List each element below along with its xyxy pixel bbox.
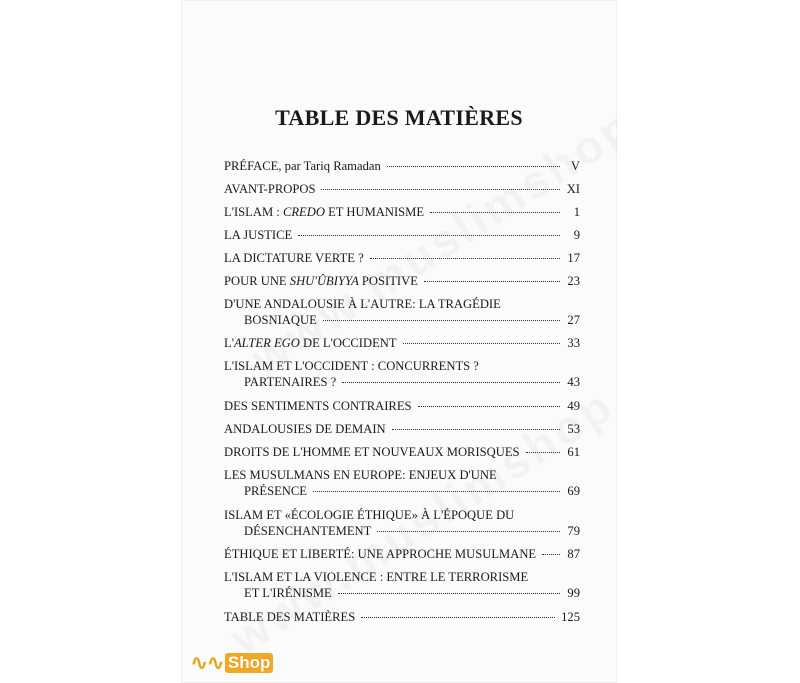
toc-page-number: 79 — [567, 524, 580, 538]
toc-entry — [224, 335, 580, 351]
swirl-logo-icon: ∿∿ — [190, 650, 223, 675]
dot-leader — [342, 382, 560, 383]
toc-entry-title: LA DICTATURE VERTE ? — [224, 251, 364, 265]
dot-leader — [430, 212, 560, 213]
toc-entry-title: DROITS DE L'HOMME ET NOUVEAUX MORISQUES — [224, 445, 520, 459]
dot-leader — [361, 617, 555, 618]
toc-entry-title: DES SENTIMENTS CONTRAIRES — [224, 399, 412, 413]
toc-entry-title — [224, 273, 418, 289]
toc-page-number: 23 — [567, 274, 580, 288]
toc-page-number: 99 — [567, 586, 580, 600]
toc-page-number: 1 — [573, 205, 580, 219]
dot-leader — [323, 320, 560, 321]
toc-page-number: 27 — [567, 313, 580, 327]
toc-entry — [224, 227, 580, 243]
toc-entry — [224, 250, 580, 266]
toc-entry — [224, 204, 580, 220]
dot-leader — [392, 429, 560, 430]
toc-entry-title: PRÉSENCE — [244, 484, 307, 498]
toc-entry-title — [224, 335, 397, 351]
toc-entry-title-line1: L'ISLAM ET LA VIOLENCE : ENTRE LE TERRORISME — [224, 570, 529, 584]
toc-entry-title — [224, 204, 424, 220]
toc-page-number: 61 — [567, 445, 580, 459]
dot-leader — [387, 166, 560, 167]
dot-leader — [370, 258, 560, 259]
toc-page-number: 17 — [567, 251, 580, 265]
dot-leader — [403, 343, 560, 344]
dot-leader — [338, 593, 560, 594]
toc-page-number: 49 — [567, 399, 580, 413]
toc-entry-title: LA JUSTICE — [224, 228, 293, 242]
toc-entry — [224, 398, 580, 414]
toc-entry-title: DÉSENCHANTEMENT — [244, 524, 372, 538]
toc-entry-title: BOSNIAQUE — [244, 313, 317, 327]
logo-brand-text: Shop — [225, 653, 274, 673]
toc-entry-title: PARTENAIRES ? — [244, 375, 337, 389]
toc-entry-title: ET L'IRÉNISME — [244, 586, 332, 600]
toc-entry — [224, 158, 580, 174]
dot-leader — [418, 406, 560, 407]
toc-entry-title-post: POSITIVE — [358, 274, 418, 288]
toc-page-number: 33 — [567, 336, 580, 350]
dot-leader — [526, 452, 560, 453]
toc-page-number: 87 — [567, 547, 580, 561]
toc-entry — [224, 546, 580, 562]
toc-entry — [224, 609, 580, 625]
toc-entry-title-line1: L'ISLAM ET L'OCCIDENT : CONCURRENTS ? — [224, 359, 479, 373]
toc-entry-title-line1: ISLAM ET «ÉCOLOGIE ÉTHIQUE» À L'ÉPOQUE DU — [224, 508, 515, 522]
page-title: TABLE DES MATIÈRES — [275, 105, 523, 130]
toc-entry — [224, 467, 580, 499]
dot-leader — [321, 189, 560, 190]
toc-entry-title: AVANT-PROPOS — [224, 182, 316, 196]
toc-entry — [224, 296, 580, 328]
toc-page-number: 43 — [567, 375, 580, 389]
toc-entry — [224, 444, 580, 460]
toc-entry-title: TABLE DES MATIÈRES — [224, 610, 356, 624]
toc-entry-title-pre: L' — [224, 336, 234, 350]
toc-page-number: 69 — [567, 484, 580, 498]
toc-entry-title-pre: POUR UNE — [224, 274, 290, 288]
toc-page-number: XI — [566, 182, 580, 196]
toc-entry-title-italic: SHU'ÛBIYYA — [289, 274, 359, 288]
toc-entry-title-post: DE L'OCCIDENT — [299, 336, 397, 350]
toc-page-number: 9 — [573, 228, 580, 242]
dot-leader — [377, 531, 560, 532]
shop-logo — [190, 650, 273, 676]
toc-entry-title-italic: ALTER EGO — [233, 336, 300, 350]
toc-entry-title: PRÉFACE, par Tariq Ramadan — [224, 159, 381, 173]
toc-entry — [224, 273, 580, 289]
toc-entry — [224, 358, 580, 390]
dot-leader — [313, 491, 560, 492]
toc-entry-title: ANDALOUSIES DE DEMAIN — [224, 422, 386, 436]
toc-entry-title-line1: D'UNE ANDALOUSIE À L'AUTRE: LA TRAGÉDIE — [224, 297, 501, 311]
dot-leader — [424, 281, 560, 282]
toc-entry-title: ÉTHIQUE ET LIBERTÉ: UNE APPROCHE MUSULMANE — [224, 547, 537, 561]
book-page — [181, 0, 617, 683]
toc-page-number: V — [570, 159, 580, 173]
toc-entry-title-pre: L'ISLAM : — [224, 205, 283, 219]
toc-entry-title-post: ET HUMANISME — [324, 205, 425, 219]
toc-entry — [224, 181, 580, 197]
dot-leader — [542, 554, 560, 555]
toc-entry — [224, 421, 580, 437]
toc-entry — [224, 507, 580, 539]
toc-page-number: 53 — [567, 422, 580, 436]
toc-entry-title-line1: LES MUSULMANS EN EUROPE: ENJEUX D'UNE — [224, 468, 497, 482]
toc-page-number: 125 — [561, 610, 580, 624]
dot-leader — [298, 235, 560, 236]
toc-entry-title-italic: CREDO — [282, 205, 325, 219]
toc-entry — [224, 569, 580, 601]
